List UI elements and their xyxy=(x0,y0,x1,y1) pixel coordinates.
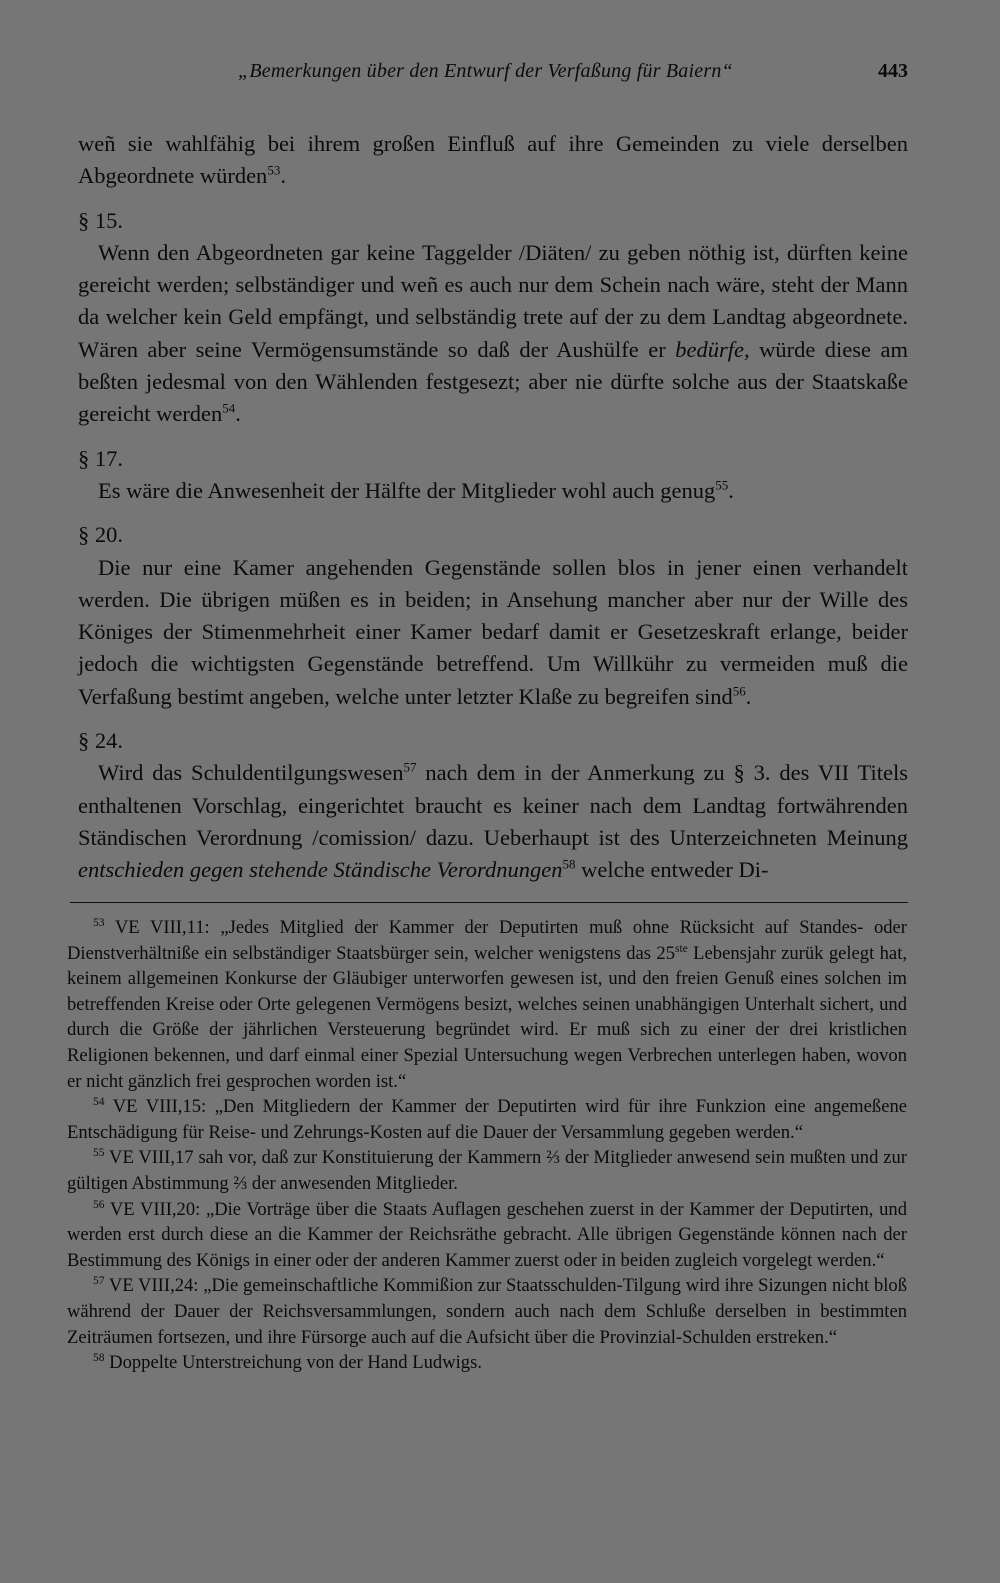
footnote-number: 55 xyxy=(93,1147,105,1160)
footnotes xyxy=(67,915,907,1376)
paragraph-continuation: weñ sie wahlfähig bei ihrem großen Einfluß auf ihre Gemeinden zu viele derselben Abgeordnete würden$^{53}$. xyxy=(78,131,908,189)
footnote: $^{55}$ VE VIII,17 sah vor, daß zur Konstituierung der Kammern ⅔ der Mitglieder anwesend sein mußten und zur gültigen Abstimmung ⅔ der anwesenden Mitglieder. xyxy=(67,1147,908,1194)
footnote-ref: 55 xyxy=(715,477,729,493)
main-text xyxy=(78,128,908,887)
section-heading: § 17. xyxy=(78,445,123,471)
running-title: „Bemerkungen über den Entwurf der Verfaßung für Baiern“ xyxy=(238,60,733,82)
section-17-text: Es wäre die Anwesenheit der Hälfte der Mitglieder wohl auch genug$^{55}$. xyxy=(98,477,734,503)
section-heading: § 24. xyxy=(78,728,123,754)
section-20-text: Die nur eine Kamer angehenden Gegenstände sollen blos in jener einen verhandelt werden. Die übrigen müßen es in beiden; in Ansehung mancher aber nur der Wille des Königes der Stimenmehrheit einer Kamer bedarf damit er Gesetzeskraft erlange, beider jedoch die wichtigsten Gegenstände betreffend. Um Willkühr zu vermeiden muß die Verfaßung bestimt angeben, welche unter letzter Klaße zu begreifen sind$^{56}$. xyxy=(78,554,908,709)
section-15-text: Wenn den Abgeordneten gar keine Taggelder /Diäten/ zu geben nöthig ist, dürften keine gereicht werden; selbständiger und weñ es auch nur dem Schein nach wäre, steht der Mann da welcher kein Geld empfängt, und selbständig trete auf der zu dem Landtag abgeordnete. Wären aber seine Vermögensumstände so daß der Aushülfe er bedürfe, würde diese am beßten jedesmal von den Wählenden festgesezt; aber nie dürfte solche aus der Staatskaße gereicht werden$^{54}$. xyxy=(78,239,908,427)
footnote: $^{57}$ VE VIII,24: „Die gemeinschaftliche Kommißion zur Staatsschulden-Tilgung wird ihre Sizungen nicht bloß während der Dauer der Reichsversammlungen, sondern auch nach dem Schluße derselben in bestimmten Zeiträumen fortsezen, und ihre Fürsorge auch auf die Aufsicht über die Provinzial-Schulden erstreken.“ xyxy=(67,1275,907,1348)
footnote-ref: 53 xyxy=(267,162,281,178)
section-heading: § 20. xyxy=(78,522,123,548)
footnote-ref: 54 xyxy=(222,400,236,416)
footnote-separator xyxy=(70,902,908,903)
section-24-text: Wird das Schuldentilgungswesen$^{57}$ nach dem in der Anmerkung zu § 3. des VII Titels enthaltenen Vorschlag, eingerichtet braucht es keiner nach dem Landtag fortwährenden Ständischen Verordnung /comission/ dazu. Ueberhaupt ist des Unterzeichneten Meinung entschieden gegen stehende Ständische Verordnungen$^{58}$ welche entweder Di- xyxy=(78,759,908,883)
footnote: $^{56}$ VE VIII,20: „Die Vorträge über die Staats Auflagen geschehen zuerst in der Kammer der Deputirten, und werden erst durch diese an die Kammer der Reichsräthe gebracht. Alle übrigen Gegenstände können nach der Bestimmung des Königs in einer oder der anderen Kammer zuerst oder in beiden zugleich vorgelegt werden.“ xyxy=(67,1198,907,1271)
footnote: $^{58}$ Doppelte Unterstreichung von der Hand Ludwigs. xyxy=(93,1351,482,1374)
footnote-number: 56 xyxy=(93,1198,105,1211)
footnote: $^{54}$ VE VIII,15: „Den Mitgliedern der Kammer der Deputirten wird für ihre Funkzion eine angemeßene Entschädigung für Reise- und Zehrungs-Kosten auf die Dauer der Versammlung gegeben werden.“ xyxy=(67,1095,908,1143)
footnote-number: 53 xyxy=(93,916,105,929)
footnote-ref: 56 xyxy=(732,683,746,699)
footnote: $^{53}$ VE VIII,11: „Jedes Mitglied der Kammer der Deputirten muß ohne Rücksicht auf Standes- oder Dienstverhältniße ein selbständiger Staatsbürger sein, welcher wenigstens das 25ste Lebensjahr zurük gelegt hat, keinem allgemeinen Konkurse der Gläubiger unterworfen gewesen ist, und den freien Genuß eines solchen im betreffenden Kreise oder Orte gelegenen Vermögens besizt, welches seinen unabhängigen Unterhalt sichert, und durch die Größe der jährlichen Versteuerung begründet wird. Er muß sich zu einer der drei kristlichen Religionen bekennen, und darf einmal einer Spezial Untersuchung wegen Verbrechen unterlegen haben, wovon er nicht gänzlich frei gesprochen worden ist.“ xyxy=(67,916,908,1092)
footnote-number: 54 xyxy=(93,1095,105,1108)
footnote-number: 58 xyxy=(93,1351,105,1364)
page-header xyxy=(78,60,908,94)
footnote-ref: 58 xyxy=(562,856,576,872)
page-number: 443 xyxy=(878,60,908,82)
footnote-ref: 57 xyxy=(403,759,417,775)
footnote-number: 57 xyxy=(93,1275,105,1288)
section-heading: § 15. xyxy=(78,207,123,233)
